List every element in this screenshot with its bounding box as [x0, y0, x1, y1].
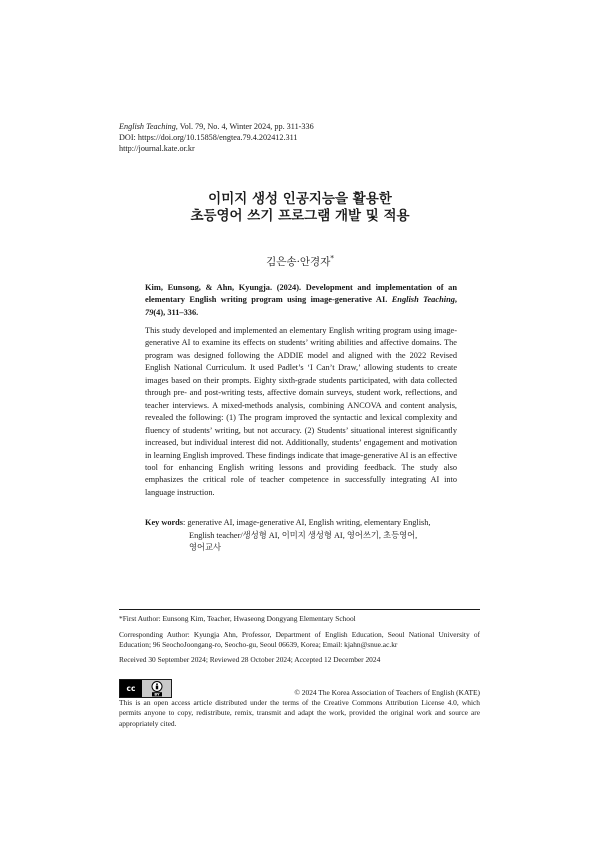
author-names: 김은송·안경자 — [266, 256, 331, 268]
keywords-label: Key words — [145, 518, 184, 527]
abstract: This study developed and implemented an elementary English writing program using image-generative AI to examine its effects on students’ writing abilities and affective domains. The program was designed following the ADDIE model and aligned with the 2022 Revised English National Curriculum. It used Padlet’s ‘I Can’t Draw,’ allowing students to create images based on their prompts. Eighty sixth-grade students participated, with data collected through pre- and post-writing tests, affective domain surveys, student work, reflections, and teacher interviews. A mixed-methods analysis, combining ANCOVA and content analysis, revealed the following: (1) The program improved the syntactic and lexical complexity and fluency of students’ writing, but not accuracy. (2) Students’ situational interest significantly increased, but individual interest did not. Additionally, students’ engagement and motivation in learning English improved. These findings indicate that image-generative AI is an effective tool for enhancing English writing lessons and providing feedback. The study also emphasizes the critical role of teacher competence in successfully integrating AI into language instruction. — [145, 326, 457, 497]
citation-issue-pages: (4), 311–336. — [153, 307, 199, 317]
corresponding-author-footnote: Corresponding Author: Kyungja Ahn, Professor, Department of English Education, Seoul National University of Education; 96 SeochoJoongang-ro, Seocho-gu, Seoul 06639, Korea; Email: kjahn@snue.ac.kr — [119, 630, 480, 650]
cc-logo-text: cc — [126, 684, 136, 693]
citation-journal: English Teaching — [391, 295, 455, 305]
footnote-divider — [119, 609, 480, 610]
keywords-line-3: 영어교사 — [189, 543, 222, 552]
citation-journal-suffix: , — [454, 295, 458, 305]
keywords-line-1 — [145, 517, 465, 530]
author-footnote-mark: * — [330, 254, 334, 263]
license-statement: This is an open access article distributed under the terms of the Creative Commons Attribution License 4.0, which permits anyone to copy, redistribute, remix, transmit and adapt the work, provided the original work and source are appropriately cited. — [119, 698, 480, 728]
title-line-1: 이미지 생성 인공지능을 활용한 — [208, 191, 392, 207]
citation-volume: 79 — [145, 307, 154, 317]
author-line — [0, 254, 600, 269]
by-label: BY — [153, 692, 160, 697]
keywords-text-1: : generative AI, image-generative AI, English writing, elementary English, — [183, 518, 431, 527]
journal-name: English Teaching — [119, 122, 176, 131]
volume-info: , Vol. 79, No. 4, Winter 2024, pp. 311-336 — [175, 122, 314, 131]
journal-header — [119, 121, 314, 154]
title-line-2: 초등영어 쓰기 프로그램 개발 및 적용 — [190, 208, 410, 224]
copyright-notice: © 2024 The Korea Association of Teachers of English (KATE) — [294, 688, 480, 697]
journal-citation-line — [119, 121, 314, 132]
received-dates: Received 30 September 2024; Reviewed 28 October 2024; Accepted 12 December 2024 — [119, 655, 381, 664]
citation — [145, 282, 457, 319]
citation-text: Kim, Eunsong, & Ahn, Kyungja. (2024). Development and implementation of an elementary English writing program using image-generative AI. — [145, 283, 457, 305]
first-author-footnote: *First Author: Eunsong Kim, Teacher, Hwaseong Dongyang Elementary School — [119, 614, 356, 623]
journal-url[interactable]: http://journal.kate.or.kr — [119, 144, 195, 153]
keywords-line-2: English teacher/생성형 AI, 이미지 생성형 AI, 영어쓰기, 초등영어, — [189, 530, 418, 540]
keywords — [145, 517, 465, 555]
doi-line[interactable]: DOI: https://doi.org/10.15858/engtea.79.4.202412.311 — [119, 133, 298, 142]
article-title — [0, 191, 600, 225]
